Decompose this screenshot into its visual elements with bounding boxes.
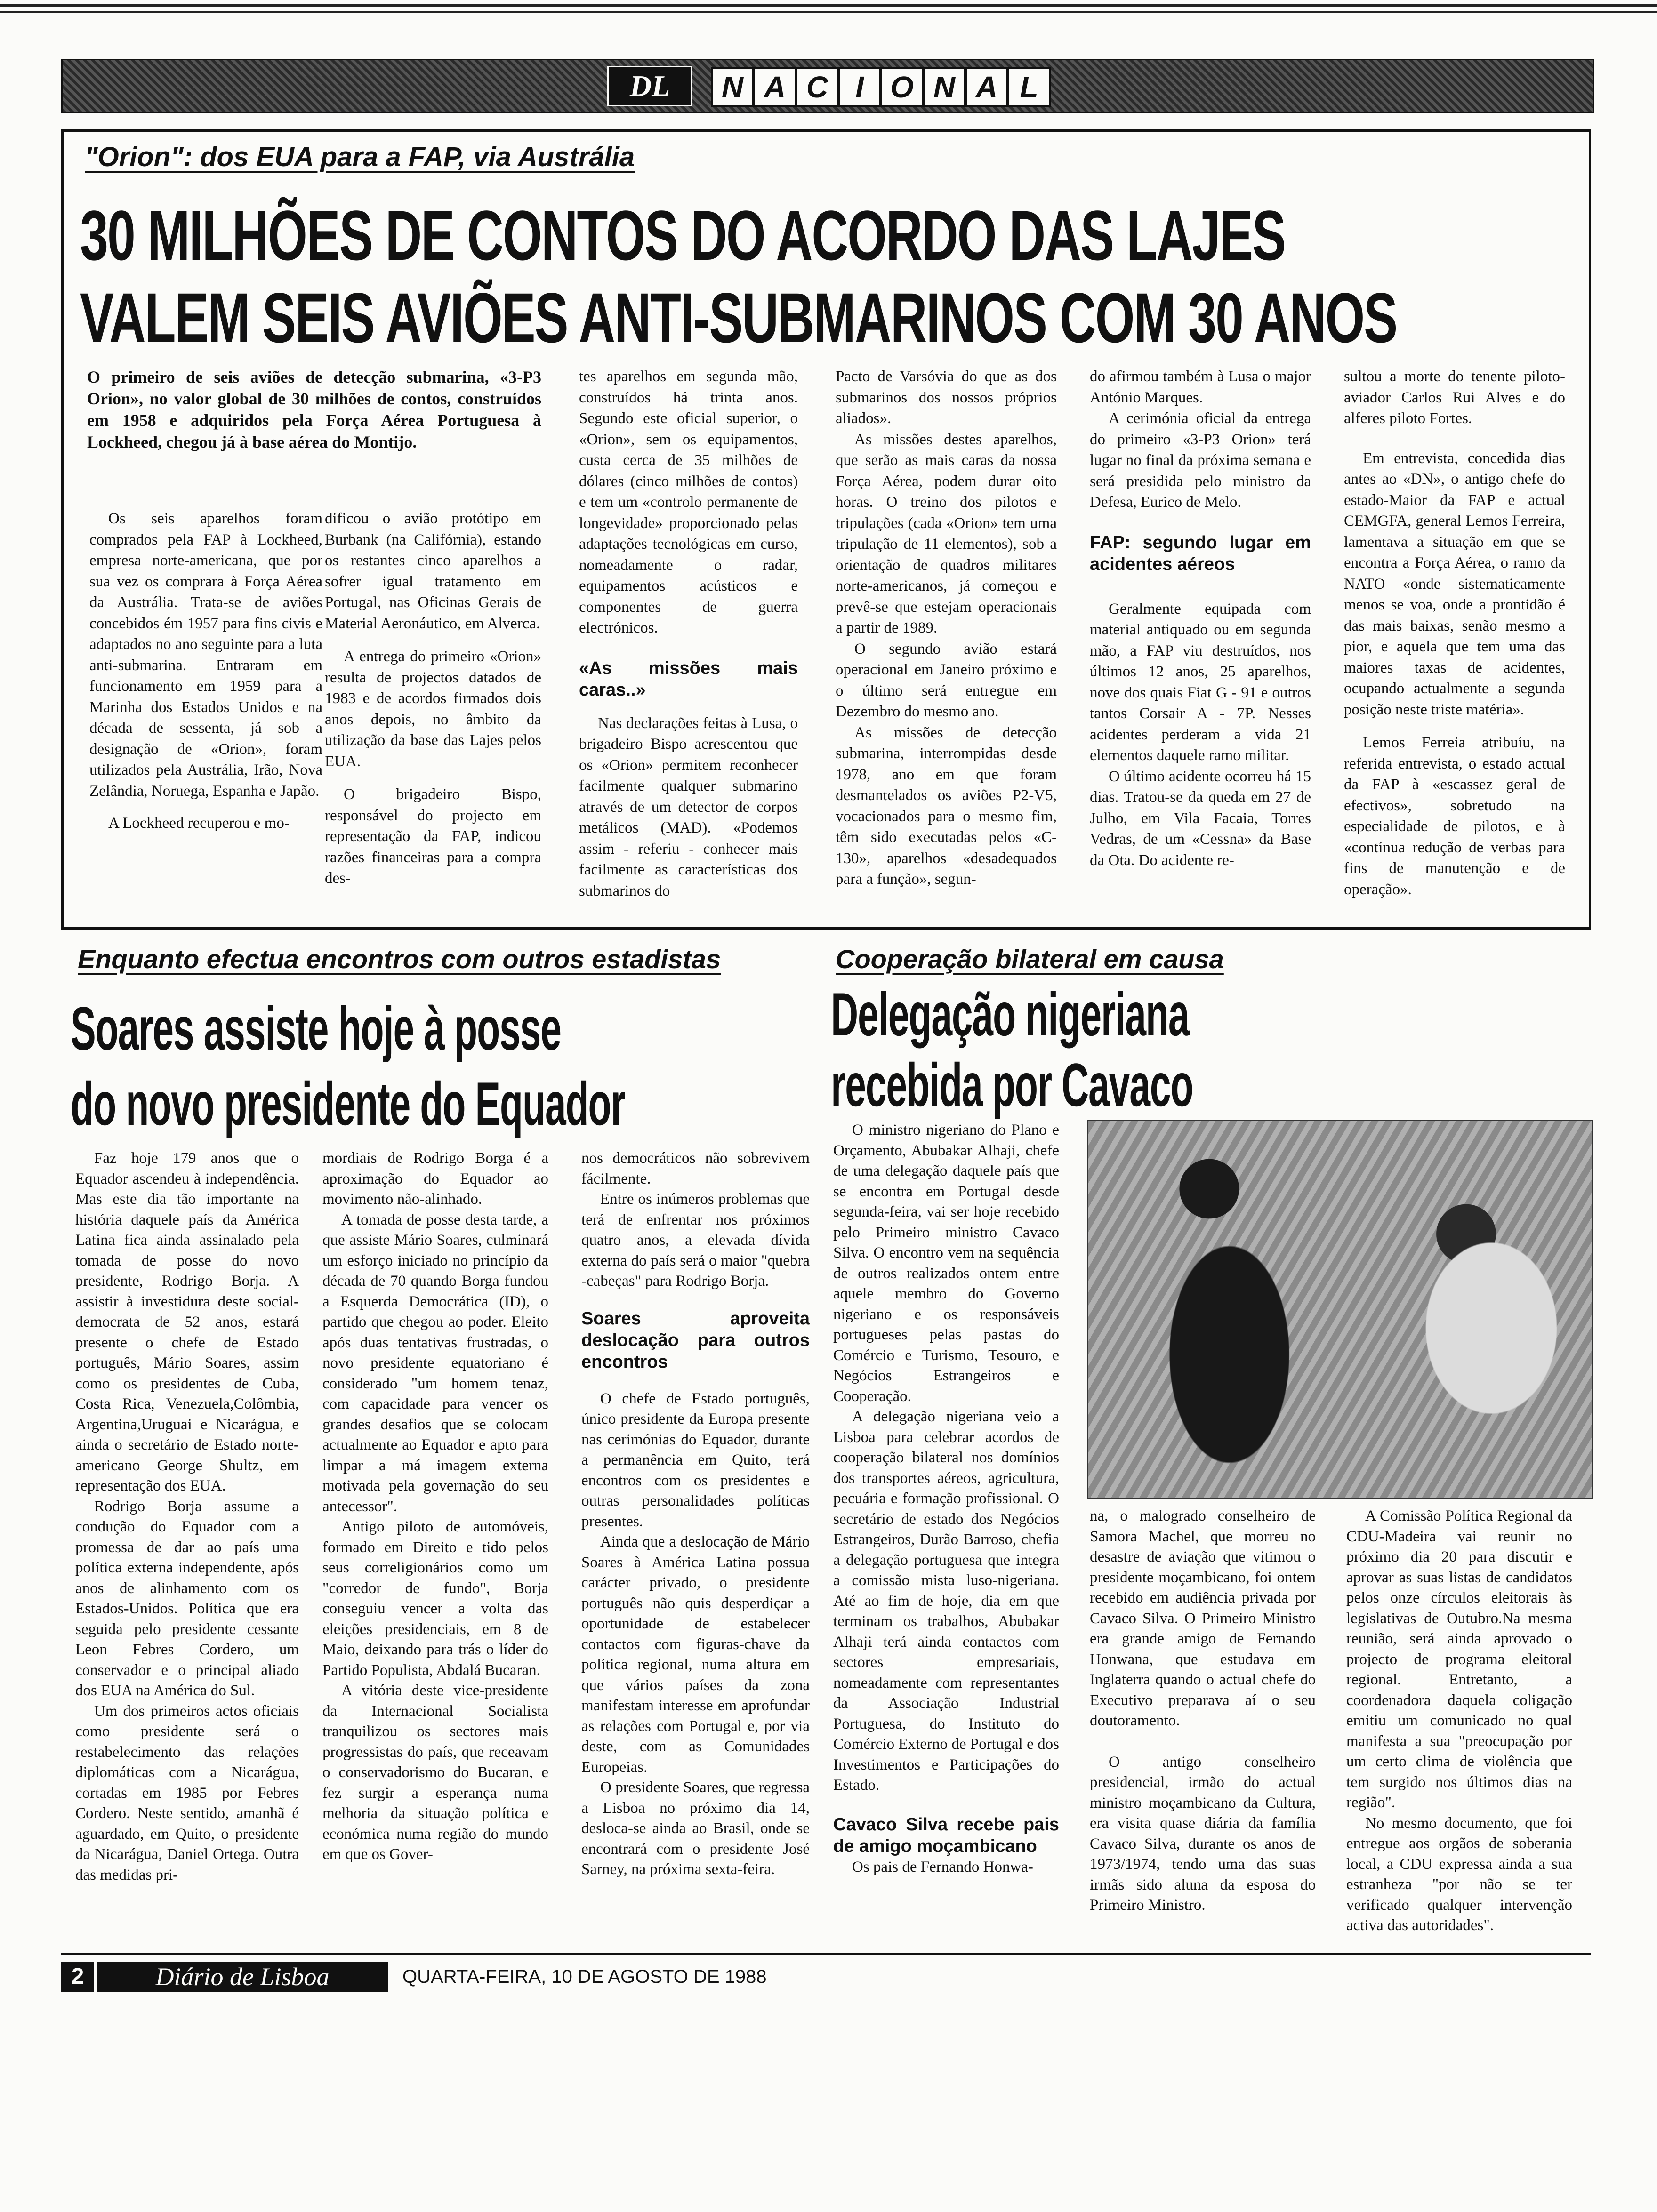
article2-kicker: Enquanto efectua encontros com outros estadistas (78, 944, 721, 974)
newspaper-name: Diário de Lisboa (97, 1962, 388, 1992)
paragraph: Um dos primeiros actos oficiais como presidente será o restabelecimento das relações diplomáticas com a Nicarágua, cortadas em 1985 por Febres Cordero. Neste sentido, amanhã é aguardado, em Quito, o presidente da Nicarágua, Daniel Ortega. Outra das medidas pri- (75, 1702, 299, 1883)
paragraph: O chefe de Estado português, único presidente da Europa presente nas cerimónias do Equador, durante a permanência em Quito, terá encontros com os presidentes e outras personalidades políticas presentes. (581, 1390, 810, 1530)
section-letter: O (880, 67, 924, 107)
article1-column-3 (579, 366, 798, 901)
paragraph: Em entrevista, concedida dias antes ao «DN», o antigo chefe do estado-Maior da FAP e actual CEMGFA, general Lemos Ferreira, lamentava a situação em que se encontra a Força Aérea, o ramo da NATO «onde sistematicamente menos se voa, onde a prontidão é das mais baixas, senão mesmo a pior, e aquela que tem uma das maiores taxas de acidentes, ocupando actualmente a segunda posição neste triste matéria». (1344, 449, 1565, 718)
paragraph: Pacto de Varsóvia do que as dos submarinos dos nossos próprios aliados». (836, 368, 1057, 427)
article2-column-1 (75, 1148, 299, 1885)
article1-subhead-fap: FAP: segundo lugar em acidentes aéreos (1090, 532, 1311, 574)
article1-column-1 (89, 508, 322, 834)
issue-date: QUARTA-FEIRA, 10 DE AGOSTO DE 1988 (402, 1966, 767, 1987)
article2-subhead-soares: Soares aproveita deslocação para outros encontros (581, 1308, 810, 1372)
paragraph: O brigadeiro Bispo, responsável do projecto em representação da FAP, indicou razões financeiras para a compra des- (325, 786, 541, 887)
paragraph: As missões destes aparelhos, que serão as mais caras da nossa Força Aérea, podem durar oito horas. O treino dos pilotos e tripulações (cada «Orion» tem uma tripulação de 11 elementos), sob a orientação de quadros militares norte-americanos, já começou e prevê-se que estejam operacionais a partir de 1989. (836, 431, 1057, 636)
paragraph: Antigo piloto de automóveis, formado em Direito e tido pelos seus correligionários como um "corredor de fundo", Borja conseguiu vencer a volta das eleições presidenciais, em 8 de Maio, deixando para trás o líder do Partido Populista, Abdalá Bucaran. (322, 1518, 548, 1679)
paragraph: Lemos Ferreia atribuíu, na referida entrevista, o estado actual da FAP à «escassez geral de efectivos», sobretudo na especialidade de pilotos, e à «contínua redução de verbas para fins de manutenção e de operação». (1344, 734, 1565, 898)
page-number: 2 (61, 1962, 94, 1992)
section-letter: A (965, 67, 1008, 107)
paragraph: Os seis aparelhos foram comprados pela FAP à Lockheed, empresa norte-americana, que por sua vez os comprara à Força Aérea da Austrália. Trata-se de aviões concebidos ém 1957 para fins civis e adaptados no ano seguinte para a luta anti-submarina. Entraram em funcionamento em 1959 para a Marinha dos Estados Unidos e na década de sessenta, já sob a designação de «Orion», foram utilizados pela Austrália, Irão, Nova Zelândia, Noruega, Espanha e Japão. (89, 510, 322, 800)
article3-headline-line2: recebida por Cavaco (831, 1050, 1193, 1119)
article2-column-2 (322, 1148, 548, 1865)
article1-headline-line1: 30 MILHÕES DE CONTOS DO ACORDO DAS LAJES (80, 196, 1285, 275)
section-letter: C (796, 67, 839, 107)
paragraph: A entrega do primeiro «Orion» resulta de projectos datados de 1983 e de acordos firmados dois anos depois, no âmbito da utilização da base das Lajes pelos EUA. (325, 648, 541, 770)
paragraph: O segundo avião estará operacional em Janeiro próximo e o último será entregue em Dezembro do mesmo ano. (836, 640, 1057, 720)
paragraph: dificou o avião protótipo em Burbank (na Califórnia), estando os restantes cinco aparelhos a sofrer igual tratamento em Portugal, nas Oficinas Gerais de Material Aeronáutico, em Alverca. (325, 510, 541, 632)
article2-headline-line1: Soares assiste hoje à posse (71, 994, 561, 1063)
article1-column-2 (325, 508, 541, 889)
article1-lead: O primeiro de seis aviões de detecção submarina, «3-P3 Orion», no valor global de 30 milhões de contos, construídos em 1958 e adquiridos pela Força Aérea Portuguesa à Lockheed, chegou já à base aérea do Montijo. (87, 368, 541, 451)
paragraph: na, o malogrado conselheiro de Samora Machel, que morreu no desastre de aviação que vitimou o presidente moçambicano, foi ontem recebido em audiência privada por Cavaco Silva. O Primeiro Ministro era grande amigo de Fernando Honwana, que estudava em Inglaterra quando o actual chefe do Executivo preparava aí o seu doutoramento. (1090, 1507, 1316, 1729)
paragraph: nos democráticos não sobrevivem fácilmente. (581, 1150, 810, 1187)
paragraph: A Lockheed recuperou e mo- (108, 815, 290, 832)
paragraph: Entre os inúmeros problemas que terá de enfrentar nos próximos quatro anos, a elevada dívida externa do país será o maior "quebra -cabeças" para Rodrigo Borja. (581, 1191, 810, 1290)
paragraph: Geralmente equipada com material antiquado ou em segunda mão, a FAP viu destruídos, nos últimos 12 anos, 25 aparelhos, nove dos quais Fiat G - 91 e outros tantos Corsair A - 7P. Nesses acidentes perderam a vida 21 elementos daquele ramo militar. (1090, 600, 1311, 764)
article2-headline-line2: do novo presidente do Equador (71, 1069, 625, 1138)
top-rule (0, 4, 1657, 7)
article2-column-3 (581, 1148, 810, 1880)
article1-subhead-missoes: «As missões mais caras..» (579, 658, 798, 700)
paragraph: Ainda que a deslocação de Mário Soares à América Latina possua carácter privado, o presidente português não quis desperdiçar a oportunidade de estabelecer contactos com figuras-chave da política regional, numa altura em que vários países da zona manifestam interesse em aprofundar as relações com Portugal e, por via deste, com as Comunidades Europeias. (581, 1533, 810, 1776)
paragraph: O presidente Soares, que regressa a Lisboa no próximo dia 14, desloca-se ainda ao Brasil, onde se encontrará com o presidente José Sarney, na próxima sexta-feira. (581, 1779, 810, 1878)
top-rule-thin (0, 11, 1657, 13)
paragraph: O ministro nigeriano do Plano e Orçamento, Abubakar Alhaji, chefe de uma delegação daquele país que se encontra em Portugal desde segunda-feira, vai ser hoje recebido pelo Primeiro ministro Cavaco Silva. O encontro vem na sequência de outros realizados ontem entre aquele membro do Governo nigeriano e os responsáveis portugueses pelas pastas do Comércio e Turismo, Tesouro, e Negócios Estrangeiros e Cooperação. (833, 1122, 1059, 1405)
paragraph: A tomada de posse desta tarde, a que assiste Mário Soares, culminará um esforço iniciado no princípio da década de 70 quando Borga fundou a Esquerda Democrática (ID), o partido que chegou ao poder. Eleito após duas tentativas frustradas, o novo presidente equatoriano é considerado "um homem tenaz, com capacidade para vencer os grandes desafios que se colocam actualmente ao Equador e apto para limpar a má imagem externa motivada pela governação do seu antecessor". (322, 1211, 548, 1515)
paragraph: A delegação nigeriana veio a Lisboa para celebrar acordos de cooperação bilateral nos domínios dos transportes aéreos, agricultura, pecuária e formação profissional. O secretário de estado dos Negócios Estrangeiros, Durão Barroso, chefia a delegação portuguesa que integra a comissão mista luso-nigeriana. Até ao fim de hoje, dia em que terminam os trabalhos, Abubakar Alhaji terá ainda contactos com sectores empresariais, nomeadamente com representantes da Associação Industrial Portuguesa, do Instituto do Comércio Externo de Portugal e dos Investimentos e Participações do Estado. (833, 1408, 1059, 1794)
paragraph: sultou a morte do tenente piloto-aviador Carlos Rui Alves e do alferes piloto Fortes. (1344, 368, 1565, 427)
footer-rule (61, 1953, 1591, 1955)
paragraph: A cerimónia oficial da entrega do primeiro «3-P3 Orion» terá lugar no final da próxima semana e será presidida pelo ministro da Defesa, Eurico de Melo. (1090, 410, 1311, 511)
article1-column-6 (1344, 366, 1565, 900)
paragraph: O último acidente ocorreu há 15 dias. Tratou-se da queda em 27 de Julho, em Vila Facaia, Torres Vedras, de um «Cessna» da Base da Ota. Do acidente re- (1090, 768, 1311, 869)
paragraph: Faz hoje 179 anos que o Equador ascendeu à independência. Mas este dia tão importante na história daquele país da América Latina fica ainda assinalado pela tomada de posse do novo presidente, Rodrigo Borja. A assistir à investidura deste social-democrata de 52 anos, estará presente o chefe de Estado português, Mário Soares, assim como os presidentes de Cuba, Costa Rica, Venezuela,Colômbia, Argentina,Uruguai e Nicarágua, e ainda o secretário de Estado norte-americano George Shultz, em representação dos EUA. (75, 1150, 299, 1494)
article3-subhead-cavaco: Cavaco Silva recebe pais de amigo moçambicano (833, 1814, 1059, 1856)
section-letter: A (753, 67, 796, 107)
paragraph: No mesmo documento, que foi entregue aos orgãos de soberania local, a CDU expressa ainda a sua estranheza "por não se ter verificado qualquer intervenção activa das autoridades". (1346, 1814, 1572, 1934)
paragraph: As missões de detecção submarina, interrompidas desde 1978, ano em que foram desmantelados os aviões P2-V5, vocacionados para o mesmo fim, têm sido executadas pelos «C-130», aparelhos «desadequados para a função», segun- (836, 724, 1057, 888)
newspaper-logo-mark: DL (607, 66, 692, 106)
delegation-photo (1087, 1120, 1593, 1499)
paragraph: Nas declarações feitas à Lusa, o brigadeiro Bispo acrescentou que os «Orion» permitem reconhecer facilmente qualquer submarino através de um detector de corpos metálicos (MAD). «Podemos assim - referiu - conhecer mais facilmente as características dos submarinos do (579, 714, 798, 899)
section-letter: N (923, 67, 966, 107)
paragraph: Rodrigo Borja assume a condução do Equador com a promessa de dar ao país uma política externa independente, após anos de alinhamento com os Estados-Unidos. Política que era seguida pelo presidente cessante Leon Febres Cordero, um conservador e o principal aliado dos EUA na América do Sul. (75, 1498, 299, 1699)
section-letter: L (1007, 67, 1051, 107)
article1-headline-line2: VALEM SEIS AVIÕES ANTI-SUBMARINOS COM 30 ANOS (80, 278, 1397, 357)
article1-column-4 (836, 366, 1057, 890)
paragraph: tes aparelhos em segunda mão, construídos há trinta anos. Segundo este oficial superior, o «Orion», sem os equipamentos, custa cerca de 35 milhões de dólares (cinco milhões de contos) e tem um «controlo permanente de longevidade» proporcionado pelas adaptações tecnológicas em curso, nomeadamente o radar, equipamentos acústicos e componentes de guerra electrónicos. (579, 368, 798, 636)
paragraph: A Comissão Política Regional da CDU-Madeira vai reunir no próximo dia 20 para discutir e aprovar as suas listas de candidatos pelos onze círculos eleitorais às legislativas de Outubro.Na mesma reunião, será ainda aprovado o projecto de programa eleitoral regional. Entretanto, a coordenadora daquela coligação emitiu um comunicado no qual manifesta a sua "preocupação por um certo clima de violência que tem surgido nos últimos dias na região". (1346, 1507, 1572, 1811)
article1-kicker: "Orion": dos EUA para a FAP, via Austrália (85, 142, 635, 172)
article3-kicker: Cooperação bilateral em causa (836, 944, 1224, 974)
article3-column-2 (1090, 1506, 1316, 1916)
article3-column-3 (1346, 1506, 1572, 1936)
paragraph: mordiais de Rodrigo Borga é a aproximação do Equador ao movimento não-alinhado. (322, 1150, 548, 1208)
paragraph: A vitória deste vice-presidente da Internacional Socialista tranquilizou os sectores mais progressistas do país, que receavam o conservadorismo do Bucaran, e fez surgir a esperança numa melhoria da situação política e económica numa região do mundo em que os Gover- (322, 1682, 548, 1863)
article3-column-1 (833, 1120, 1059, 1877)
article1-column-5 (1090, 366, 1311, 871)
article3-headline-line1: Delegação nigeriana (831, 980, 1189, 1049)
paragraph: O antigo conselheiro presidencial, irmão do actual ministro moçambicano da Cultura, era visita quase diária da família Cavaco Silva, durante os anos de 1973/1974, tendo uma das suas irmãs sido aluna da esposa do Primeiro Ministro. (1090, 1753, 1316, 1914)
section-letter: N (711, 67, 754, 107)
section-letter: I (838, 67, 881, 107)
paragraph: do afirmou também à Lusa o major António Marques. (1090, 368, 1311, 406)
paragraph: Os pais de Fernando Honwa- (852, 1858, 1033, 1875)
